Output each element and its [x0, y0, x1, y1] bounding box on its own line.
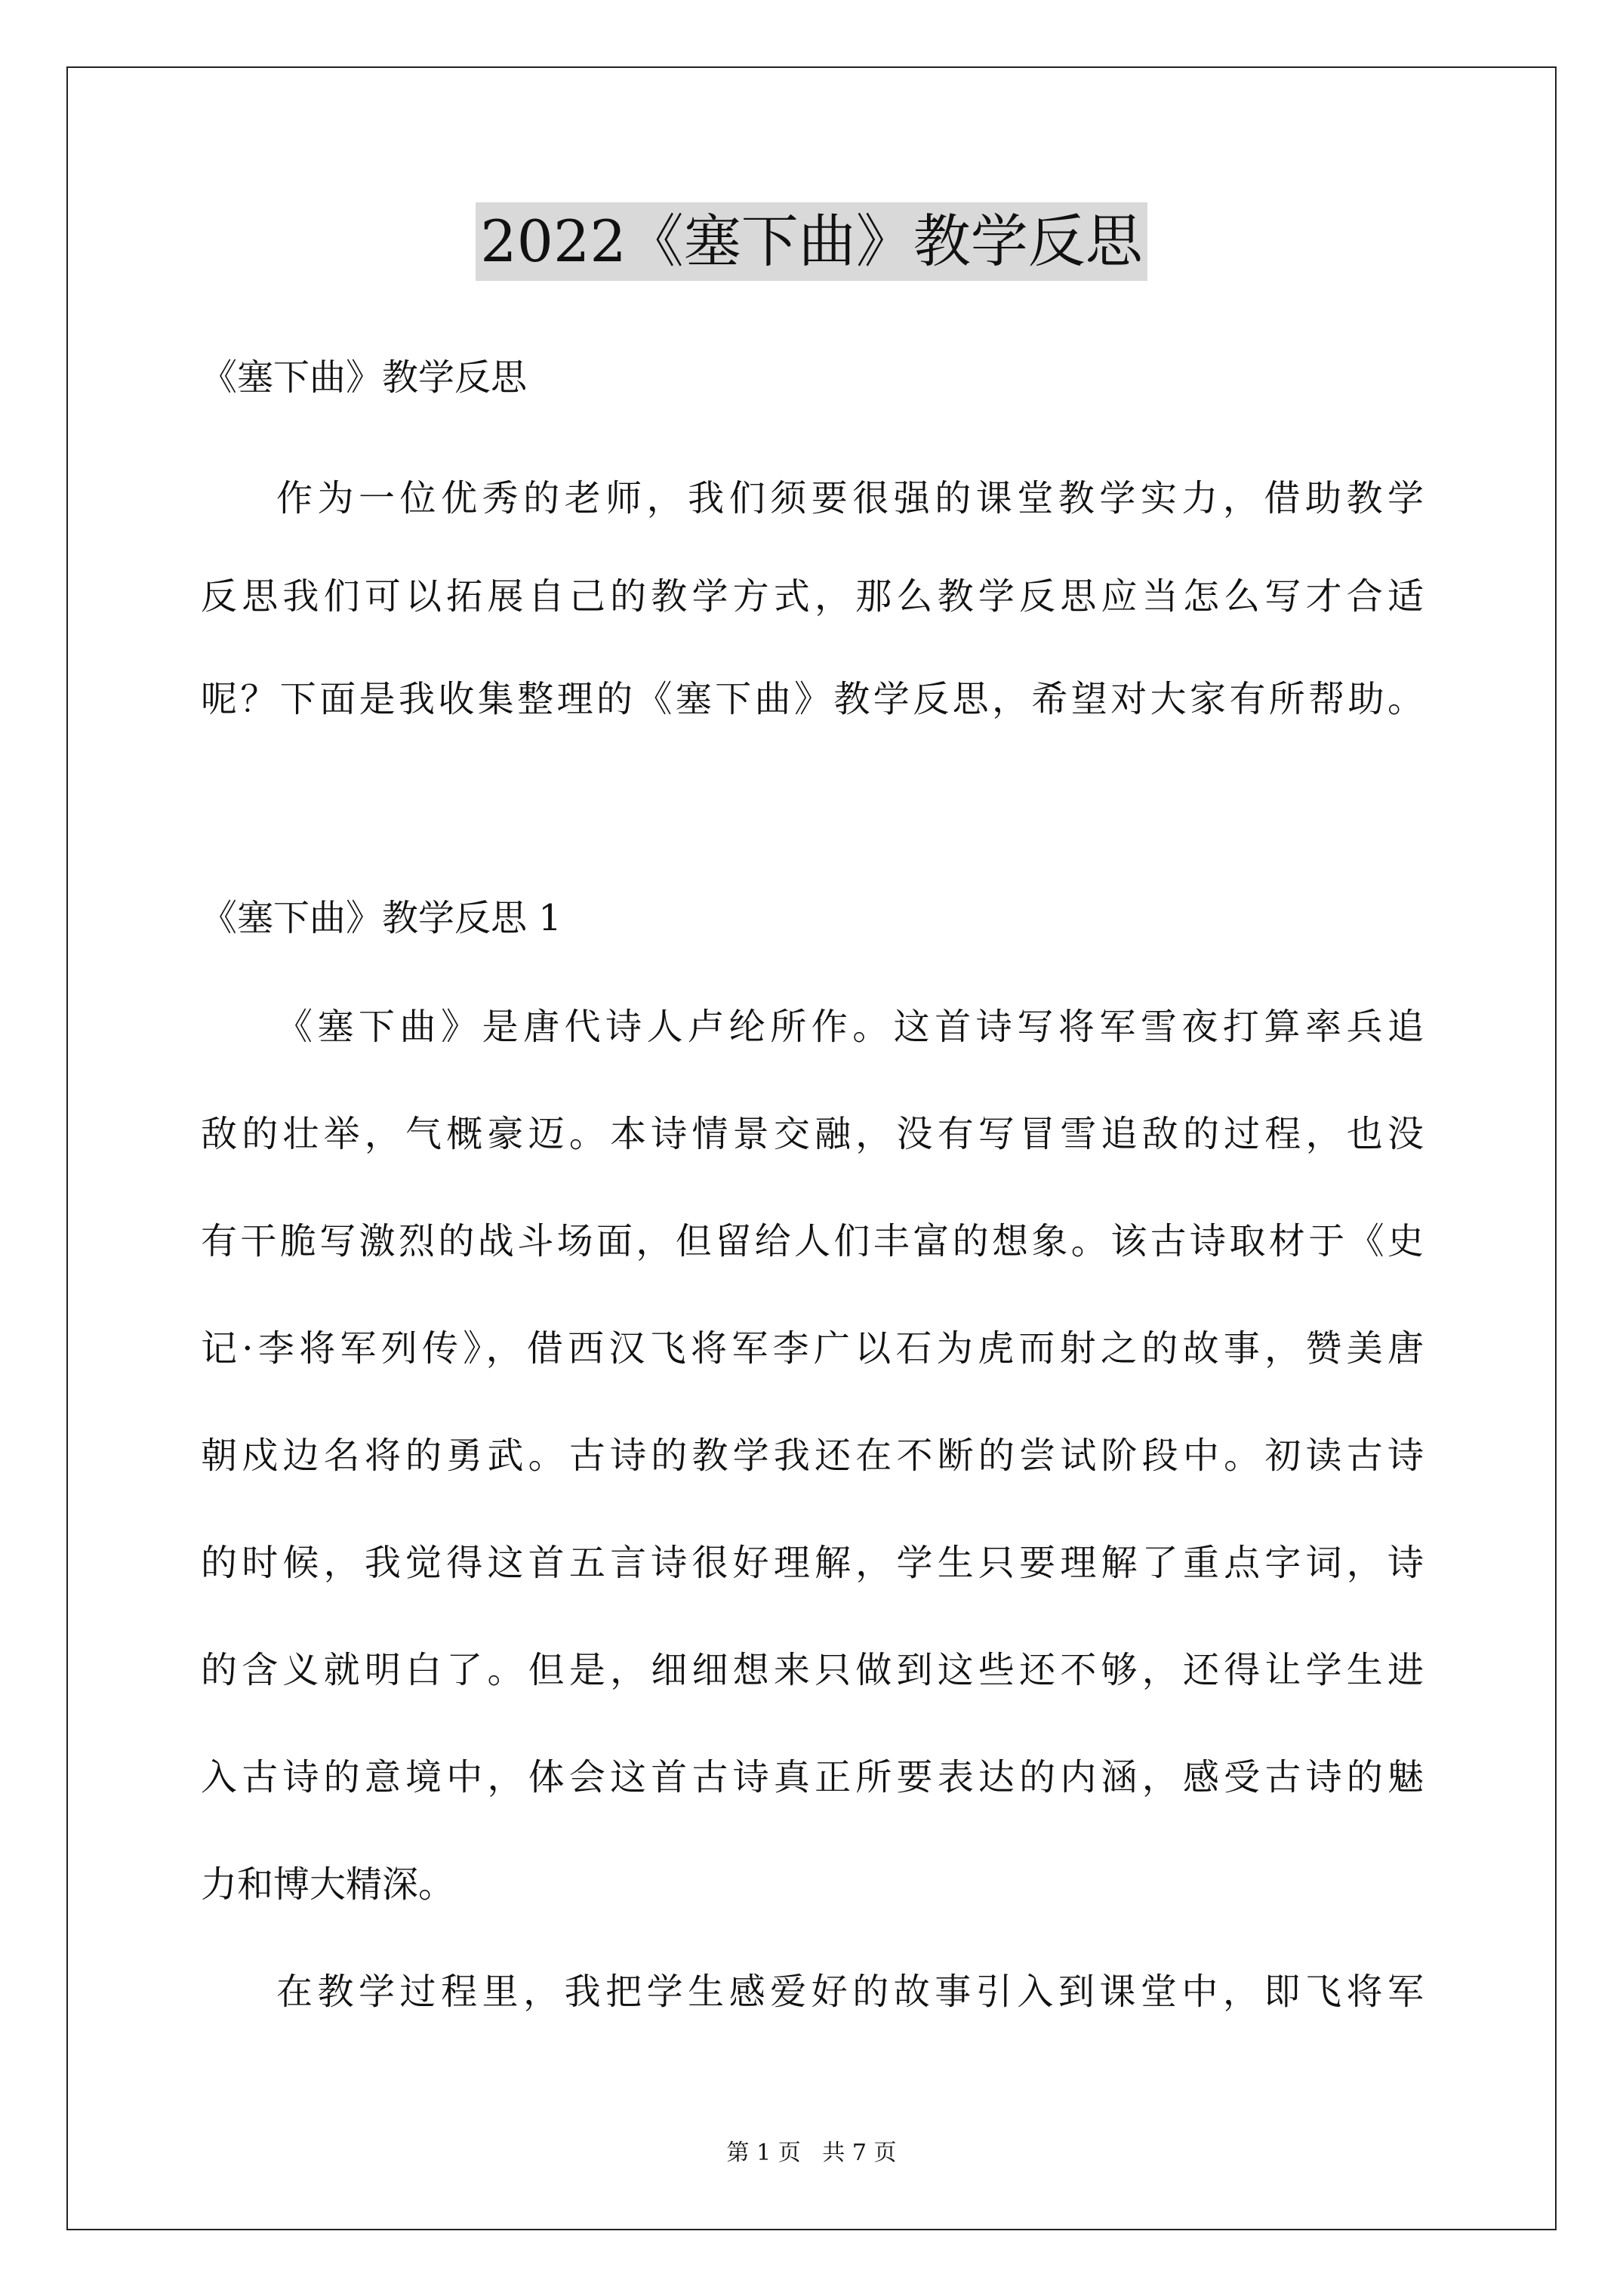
- intro-line-3: 呢？下面是我收集整理的《塞下曲》教学反思，希望对大家有所帮助。: [201, 678, 1424, 720]
- page-footer: 第 1 页 共 7 页: [726, 2140, 897, 2166]
- paragraph1-line-1: 《塞下曲》是唐代诗人卢纶所作。这首诗写将军雪夜打算率兵追: [276, 1006, 1424, 1048]
- paragraph2-line-1: 在教学过程里，我把学生感爱好的故事引入到课堂中，即飞将军: [276, 1971, 1424, 2013]
- paragraph1-line-2: 敌的壮举，气概豪迈。本诗情景交融，没有写冒雪追敌的过程，也没: [201, 1113, 1424, 1155]
- paragraph1-line-3: 有干脆写激烈的战斗场面，但留给人们丰富的想象。该古诗取材于《史: [201, 1220, 1424, 1262]
- paragraph1-line-9: 力和博大精深。: [201, 1863, 455, 1906]
- title-wrap: [0, 202, 1623, 281]
- paragraph1-line-7: 的含义就明白了。但是，细细想来只做到这些还不够，还得让学生进: [201, 1649, 1424, 1691]
- paragraph1-line-8: 入古诗的意境中，体会这首古诗真正所要表达的内涵，感受古诗的魅: [201, 1756, 1424, 1798]
- document-title: 2022《塞下曲》教学反思: [476, 202, 1147, 281]
- document-heading: 《塞下曲》教学反思: [201, 356, 528, 399]
- paragraph1-line-5: 朝戍边名将的勇武。古诗的教学我还在不断的尝试阶段中。初读古诗: [201, 1435, 1424, 1477]
- section-heading: 《塞下曲》教学反思 1: [201, 897, 562, 939]
- intro-line-1: 作为一位优秀的老师，我们须要很强的课堂教学实力，借助教学: [276, 477, 1424, 519]
- paragraph1-line-4: 记·李将军列传》，借西汉飞将军李广以石为虎而射之的故事，赞美唐: [201, 1327, 1424, 1370]
- intro-line-2: 反思我们可以拓展自己的教学方式，那么教学反思应当怎么写才合适: [201, 575, 1424, 618]
- paragraph1-line-6: 的时候，我觉得这首五言诗很好理解，学生只要理解了重点字词，诗: [201, 1542, 1424, 1584]
